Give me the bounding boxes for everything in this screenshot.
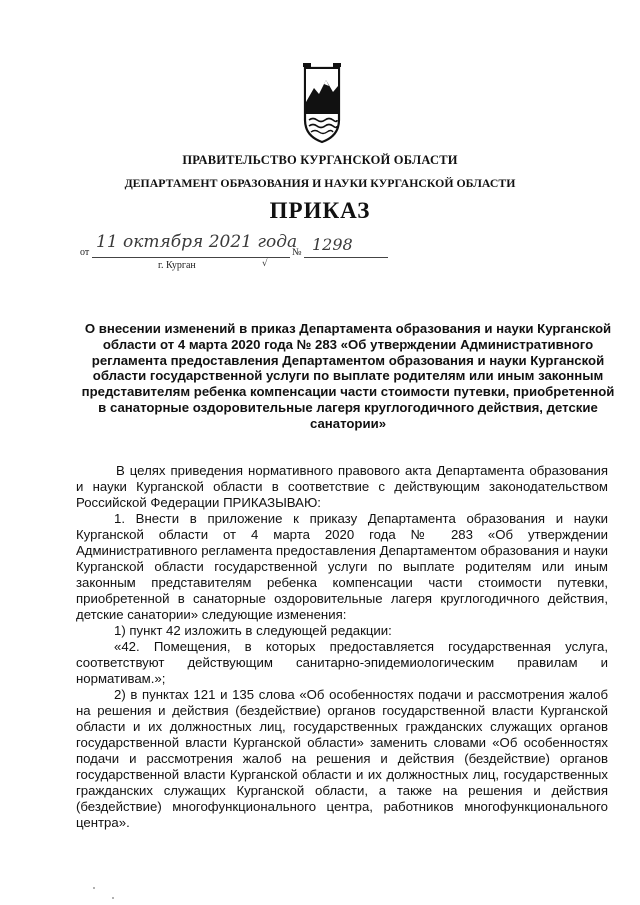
document-body	[76, 463, 608, 831]
coat-of-arms-emblem	[302, 62, 342, 144]
number-underline	[304, 257, 388, 258]
handwritten-number: 1298	[312, 235, 353, 254]
date-underline	[92, 257, 290, 258]
scan-speck	[112, 897, 114, 899]
scan-speck	[93, 887, 95, 889]
department-name: ДЕПАРТАМЕНТ ОБРАЗОВАНИЯ И НАУКИ КУРГАНСКОЙ ОБЛАСТИ	[124, 176, 516, 190]
document-type-title: ПРИКАЗ	[269, 198, 371, 223]
organization-name: ПРАВИТЕЛЬСТВО КУРГАНСКОЙ ОБЛАСТИ	[182, 153, 458, 167]
subitem-2-paragraph: 2) в пунктах 121 и 135 слова «Об особенностях подачи и рассмотрения жалоб на решения и действия (бездействие) органов государственной власти Курганской области и их должностных лиц, государственных гражданских служащих органов государственной власти Курганской области» заменить словами «Об особенностях подачи и рассмотрения жалоб на решения и действия (бездействие) органов государственной власти Курганской области и их должностных лиц, государственных гражданских служащих Курганской области, а также на решения и действия (бездействие) многофункционального центра, работников многофункционального центра».	[76, 687, 608, 830]
document-subject-title: О внесении изменений в приказ Департамента образования и науки Курганской области от 4 марта 2020 года № 283 «Об утверждении Административного регламента предоставления Департаментом образования и науки Курганской области государственной услуги по выплате родителям или иным законным представителям ребенка компенсации части стоимости путевки, приобретенной в санаторные оздоровительные лагеря круглогодичного действия, детские санатории»	[81, 321, 615, 431]
handwritten-date: 11 октября 2021 года	[96, 232, 298, 252]
preamble-paragraph: В целях приведения нормативного правового акта Департамента образования и науки Курганской области в соответствие с действующим законодательством Российской Федерации ПРИКАЗЫВАЮ:	[76, 463, 608, 510]
subitem-1-paragraph: 1) пункт 42 изложить в следующей редакции:	[114, 623, 392, 638]
point-42-paragraph: «42. Помещения, в которых предоставляется государственная услуга, соответствуют действующим санитарно-эпидемиологическим правилам и нормативам.»;	[76, 639, 608, 686]
handwritten-mark: √	[262, 259, 268, 269]
item-1-paragraph: 1. Внести в приложение к приказу Департамента образования и науки Курганской области от 4 марта 2020 года № 283 «Об утверждении Административного регламента предоставления Департаментом образования и науки Курганской области государственной услуги по выплате родителям или иным законным представителям ребенка компенсации части стоимости путевки, приобретенной в санаторные оздоровительные лагеря круглогодичного действия, детские санатории» следующие изменения:	[76, 511, 608, 622]
city-label: г. Курган	[158, 260, 196, 271]
number-label: №	[292, 247, 302, 258]
date-prefix-label: от	[80, 247, 90, 258]
